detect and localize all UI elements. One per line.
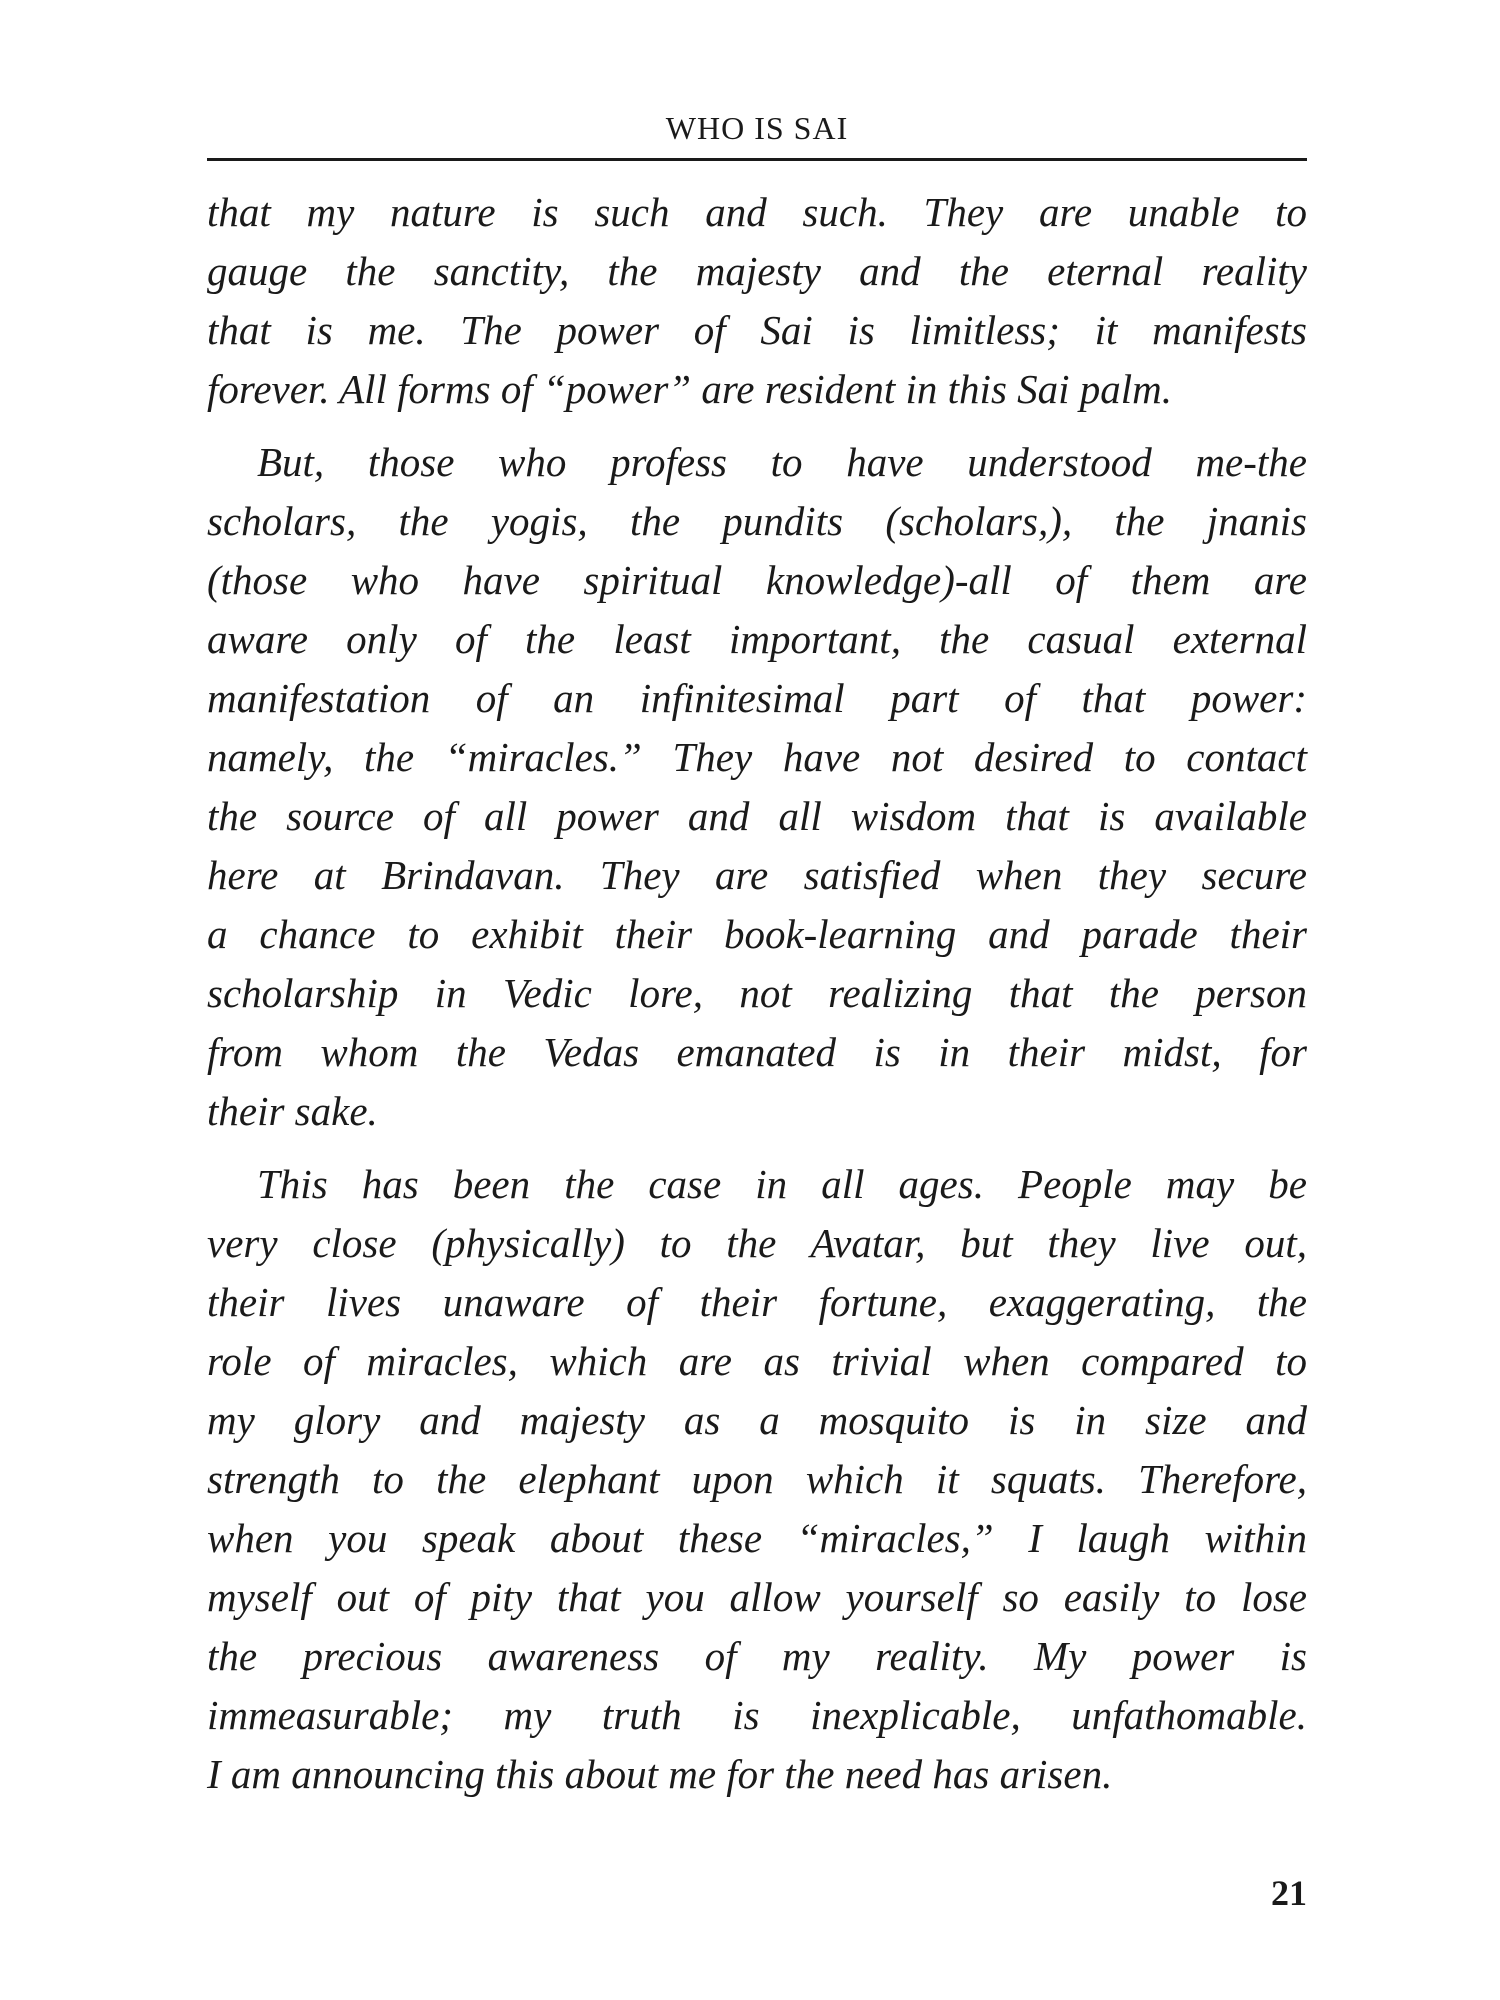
- text-line: strength to the elephant upon which it squats. Therefore,: [207, 1456, 1307, 1502]
- header-rule: [207, 158, 1307, 161]
- body-text: [207, 183, 1307, 1804]
- text-line: that is me. The power of Sai is limitless; it manifests: [207, 307, 1307, 353]
- text-line: scholarship in Vedic lore, not realizing that the person: [207, 970, 1307, 1016]
- paragraph-3: [207, 1155, 1307, 1804]
- book-page: [207, 108, 1307, 1818]
- page-number: 21: [1271, 1873, 1307, 1913]
- text-line: scholars, the yogis, the pundits (scholars,), the jnanis: [207, 498, 1307, 544]
- text-line: very close (physically) to the Avatar, but they live out,: [207, 1220, 1307, 1266]
- text-line: when you speak about these “miracles,” I laugh within: [207, 1515, 1307, 1561]
- text-line: the precious awareness of my reality. My power is: [207, 1633, 1307, 1679]
- text-line: the source of all power and all wisdom that is available: [207, 793, 1307, 839]
- text-line: a chance to exhibit their book-learning and parade their: [207, 911, 1307, 957]
- text-line: But, those who profess to have understood me-the: [257, 439, 1307, 485]
- paragraph-1: [207, 183, 1307, 419]
- text-line: I am announcing this about me for the need has arisen.: [207, 1751, 1113, 1797]
- text-line: from whom the Vedas emanated is in their midst, for: [207, 1029, 1307, 1075]
- text-line: immeasurable; my truth is inexplicable, unfathomable.: [207, 1692, 1307, 1738]
- text-line: role of miracles, which are as trivial when compared to: [207, 1338, 1307, 1384]
- text-line: aware only of the least important, the casual external: [207, 616, 1307, 662]
- text-line: forever. All forms of “power” are resident in this Sai palm.: [207, 366, 1173, 412]
- text-line: here at Brindavan. They are satisfied when they secure: [207, 852, 1307, 898]
- text-line: manifestation of an infinitesimal part of that power:: [207, 675, 1307, 721]
- running-head: WHO IS SAI: [665, 110, 849, 146]
- text-line: myself out of pity that you allow yourself so easily to lose: [207, 1574, 1307, 1620]
- text-line: This has been the case in all ages. People may be: [257, 1161, 1307, 1207]
- text-line: that my nature is such and such. They are unable to: [207, 189, 1307, 235]
- text-line: their lives unaware of their fortune, exaggerating, the: [207, 1279, 1307, 1325]
- text-line: my glory and majesty as a mosquito is in size and: [207, 1397, 1307, 1443]
- text-line: (those who have spiritual knowledge)-all of them are: [207, 557, 1307, 603]
- text-line: their sake.: [207, 1088, 378, 1134]
- text-line: gauge the sanctity, the majesty and the eternal reality: [207, 248, 1307, 294]
- text-line: namely, the “miracles.” They have not desired to contact: [207, 734, 1307, 780]
- paragraph-2: [207, 433, 1307, 1141]
